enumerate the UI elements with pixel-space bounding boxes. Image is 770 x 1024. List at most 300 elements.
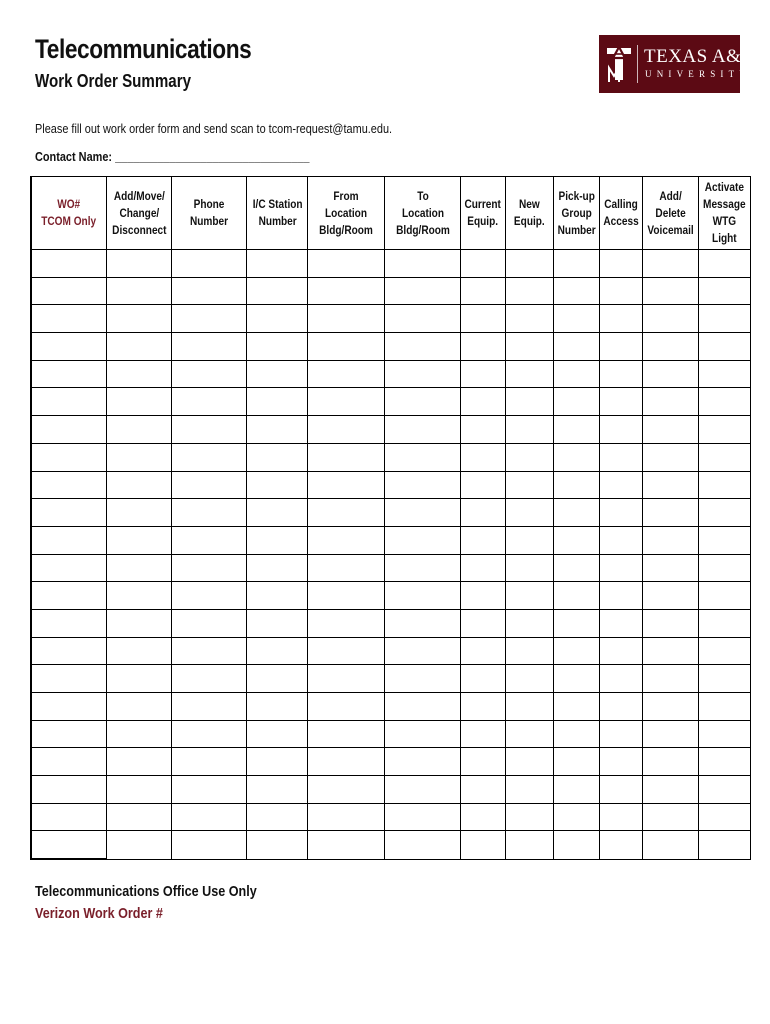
form-cell[interactable]: [385, 388, 461, 416]
table-row: [31, 748, 750, 776]
form-cell[interactable]: [553, 637, 599, 665]
form-cell[interactable]: [553, 333, 599, 361]
form-cell[interactable]: [505, 582, 553, 610]
form-cell[interactable]: [553, 776, 599, 804]
form-cell[interactable]: [247, 443, 308, 471]
form-cell[interactable]: [505, 831, 553, 859]
form-cell[interactable]: [31, 609, 106, 637]
table-row: [31, 250, 750, 278]
form-cell[interactable]: [699, 277, 751, 305]
form-cell[interactable]: [172, 665, 247, 693]
form-cell[interactable]: [31, 693, 106, 721]
form-cell[interactable]: [553, 305, 599, 333]
form-cell[interactable]: [308, 831, 385, 859]
form-cell[interactable]: [642, 526, 698, 554]
form-cell[interactable]: [505, 416, 553, 444]
form-cell[interactable]: [385, 250, 461, 278]
form-cell[interactable]: [385, 776, 461, 804]
form-cell[interactable]: [31, 748, 106, 776]
form-cell[interactable]: [642, 554, 698, 582]
form-cell[interactable]: [599, 277, 642, 305]
form-cell[interactable]: [106, 803, 172, 831]
form-cell[interactable]: [172, 637, 247, 665]
form-cell[interactable]: [505, 720, 553, 748]
form-cell[interactable]: [599, 803, 642, 831]
form-cell[interactable]: [247, 831, 308, 859]
form-cell[interactable]: [385, 443, 461, 471]
form-cell[interactable]: [172, 471, 247, 499]
form-cell[interactable]: [308, 803, 385, 831]
form-cell[interactable]: [461, 499, 505, 527]
form-cell[interactable]: [106, 360, 172, 388]
form-cell[interactable]: [106, 637, 172, 665]
form-cell[interactable]: [699, 305, 751, 333]
form-cell[interactable]: [642, 776, 698, 804]
form-cell[interactable]: [642, 582, 698, 610]
form-cell[interactable]: [172, 360, 247, 388]
form-cell[interactable]: [461, 388, 505, 416]
table-row: [31, 360, 750, 388]
form-cell[interactable]: [461, 416, 505, 444]
form-cell[interactable]: [505, 748, 553, 776]
table-row: [31, 803, 750, 831]
form-cell[interactable]: [385, 582, 461, 610]
form-cell[interactable]: [172, 526, 247, 554]
form-cell[interactable]: [308, 388, 385, 416]
form-cell[interactable]: [106, 665, 172, 693]
form-cell[interactable]: [599, 720, 642, 748]
form-cell[interactable]: [106, 499, 172, 527]
form-cell[interactable]: [308, 499, 385, 527]
form-cell[interactable]: [461, 277, 505, 305]
form-cell[interactable]: [505, 665, 553, 693]
form-cell[interactable]: [642, 693, 698, 721]
form-cell[interactable]: [599, 360, 642, 388]
form-cell[interactable]: [553, 554, 599, 582]
form-cell[interactable]: [247, 499, 308, 527]
form-cell[interactable]: [599, 443, 642, 471]
form-cell[interactable]: [385, 720, 461, 748]
form-cell[interactable]: [461, 637, 505, 665]
form-cell[interactable]: [461, 443, 505, 471]
form-cell[interactable]: [699, 803, 751, 831]
table-row: [31, 637, 750, 665]
form-cell[interactable]: [308, 665, 385, 693]
form-cell[interactable]: [505, 305, 553, 333]
table-row: [31, 388, 750, 416]
form-cell[interactable]: [385, 277, 461, 305]
form-cell[interactable]: [553, 443, 599, 471]
form-cell[interactable]: [385, 333, 461, 361]
form-cell[interactable]: [642, 665, 698, 693]
form-cell[interactable]: [461, 720, 505, 748]
form-cell[interactable]: [599, 388, 642, 416]
form-cell[interactable]: [505, 250, 553, 278]
texas-am-logo: [599, 35, 759, 93]
form-cell[interactable]: [385, 803, 461, 831]
form-cell[interactable]: [172, 305, 247, 333]
form-cell[interactable]: [699, 831, 751, 859]
table-row: [31, 416, 750, 444]
work-order-table: [30, 176, 751, 860]
form-cell[interactable]: [172, 443, 247, 471]
table-row: [31, 693, 750, 721]
column-header-calling-access: Calling Access: [599, 177, 642, 250]
form-cell[interactable]: [385, 499, 461, 527]
form-cell[interactable]: [699, 250, 751, 278]
form-cell[interactable]: [599, 637, 642, 665]
form-cell[interactable]: [699, 416, 751, 444]
form-cell[interactable]: [461, 554, 505, 582]
form-cell[interactable]: [599, 665, 642, 693]
form-cell[interactable]: [642, 499, 698, 527]
form-cell[interactable]: [172, 250, 247, 278]
form-cell[interactable]: [642, 388, 698, 416]
form-cell[interactable]: [599, 471, 642, 499]
form-cell[interactable]: [461, 831, 505, 859]
form-cell[interactable]: [385, 748, 461, 776]
form-cell[interactable]: [505, 360, 553, 388]
atm-logo-icon: [606, 44, 632, 84]
page-title: Telecommunications: [35, 34, 252, 64]
form-cell[interactable]: [699, 776, 751, 804]
form-cell[interactable]: [699, 388, 751, 416]
form-cell[interactable]: [505, 776, 553, 804]
form-cell[interactable]: [642, 748, 698, 776]
form-cell[interactable]: [247, 471, 308, 499]
form-cell[interactable]: [699, 360, 751, 388]
form-cell[interactable]: [699, 665, 751, 693]
form-cell[interactable]: [106, 609, 172, 637]
form-cell[interactable]: [599, 582, 642, 610]
form-cell[interactable]: [31, 360, 106, 388]
form-cell[interactable]: [172, 333, 247, 361]
form-cell[interactable]: [461, 360, 505, 388]
form-cell[interactable]: [505, 803, 553, 831]
form-cell[interactable]: [553, 720, 599, 748]
form-cell[interactable]: [385, 416, 461, 444]
form-cell[interactable]: [699, 554, 751, 582]
form-cell[interactable]: [247, 333, 308, 361]
form-cell[interactable]: [461, 250, 505, 278]
form-cell[interactable]: [106, 748, 172, 776]
form-cell[interactable]: [642, 637, 698, 665]
form-cell[interactable]: [642, 831, 698, 859]
form-cell[interactable]: [461, 582, 505, 610]
form-cell[interactable]: [31, 250, 106, 278]
form-cell[interactable]: [553, 416, 599, 444]
form-cell[interactable]: [31, 554, 106, 582]
form-cell[interactable]: [308, 333, 385, 361]
form-cell[interactable]: [699, 582, 751, 610]
form-cell[interactable]: [642, 305, 698, 333]
form-cell[interactable]: [599, 554, 642, 582]
form-cell[interactable]: [599, 748, 642, 776]
form-cell[interactable]: [247, 637, 308, 665]
form-cell[interactable]: [553, 803, 599, 831]
form-cell[interactable]: [172, 582, 247, 610]
form-cell[interactable]: [247, 526, 308, 554]
form-cell[interactable]: [553, 582, 599, 610]
form-cell[interactable]: [699, 637, 751, 665]
form-cell[interactable]: [505, 443, 553, 471]
verizon-work-order-label: Verizon Work Order #: [35, 905, 163, 922]
form-cell[interactable]: [505, 499, 553, 527]
form-cell[interactable]: [599, 333, 642, 361]
form-cell[interactable]: [505, 277, 553, 305]
form-cell[interactable]: [461, 609, 505, 637]
form-cell[interactable]: [385, 609, 461, 637]
form-cell[interactable]: [247, 582, 308, 610]
table-row: [31, 609, 750, 637]
table-row: [31, 277, 750, 305]
table-row: [31, 305, 750, 333]
form-cell[interactable]: [308, 526, 385, 554]
form-cell[interactable]: [308, 693, 385, 721]
form-cell[interactable]: [553, 388, 599, 416]
form-cell[interactable]: [31, 803, 106, 831]
form-cell[interactable]: [172, 277, 247, 305]
form-cell[interactable]: [247, 388, 308, 416]
form-cell[interactable]: [31, 388, 106, 416]
form-cell[interactable]: [599, 305, 642, 333]
form-cell[interactable]: [308, 416, 385, 444]
form-cell[interactable]: [247, 554, 308, 582]
instructions-text: Please fill out work order form and send scan to tcom-request@tamu.edu.: [35, 121, 393, 136]
form-cell[interactable]: [308, 609, 385, 637]
form-cell[interactable]: [505, 471, 553, 499]
form-cell[interactable]: [31, 582, 106, 610]
form-cell[interactable]: [172, 776, 247, 804]
form-cell[interactable]: [106, 720, 172, 748]
form-cell[interactable]: [106, 776, 172, 804]
form-cell[interactable]: [599, 416, 642, 444]
form-cell[interactable]: [247, 609, 308, 637]
form-cell[interactable]: [461, 776, 505, 804]
form-cell[interactable]: [385, 554, 461, 582]
form-cell[interactable]: [553, 499, 599, 527]
form-cell[interactable]: [505, 388, 553, 416]
logo-university: UNIVERSITY: [645, 69, 751, 79]
form-cell[interactable]: [106, 333, 172, 361]
form-cell[interactable]: [172, 720, 247, 748]
form-cell[interactable]: [699, 471, 751, 499]
logo-name: TEXAS A&M: [644, 46, 759, 67]
form-cell[interactable]: [553, 277, 599, 305]
form-cell[interactable]: [553, 526, 599, 554]
form-cell[interactable]: [699, 609, 751, 637]
form-cell[interactable]: [31, 277, 106, 305]
form-cell[interactable]: [553, 360, 599, 388]
form-cell[interactable]: [642, 250, 698, 278]
form-cell[interactable]: [642, 333, 698, 361]
form-cell[interactable]: [553, 831, 599, 859]
form-cell[interactable]: [172, 609, 247, 637]
form-cell[interactable]: [599, 609, 642, 637]
form-cell[interactable]: [247, 360, 308, 388]
form-cell[interactable]: [106, 582, 172, 610]
form-cell[interactable]: [308, 582, 385, 610]
form-cell[interactable]: [599, 526, 642, 554]
form-cell[interactable]: [553, 748, 599, 776]
form-cell[interactable]: [308, 360, 385, 388]
form-cell[interactable]: [247, 416, 308, 444]
form-cell[interactable]: [385, 471, 461, 499]
form-cell[interactable]: [172, 748, 247, 776]
form-cell[interactable]: [172, 388, 247, 416]
form-cell[interactable]: [106, 554, 172, 582]
form-cell[interactable]: [247, 250, 308, 278]
office-use-heading: Telecommunications Office Use Only: [35, 883, 257, 900]
table-row: [31, 499, 750, 527]
form-cell[interactable]: [172, 499, 247, 527]
form-cell[interactable]: [461, 693, 505, 721]
form-cell[interactable]: [385, 305, 461, 333]
form-cell[interactable]: [642, 443, 698, 471]
form-cell[interactable]: [461, 333, 505, 361]
form-cell[interactable]: [172, 803, 247, 831]
form-cell[interactable]: [553, 471, 599, 499]
form-cell[interactable]: [505, 554, 553, 582]
form-cell[interactable]: [31, 305, 106, 333]
form-cell[interactable]: [553, 665, 599, 693]
form-cell[interactable]: [308, 748, 385, 776]
form-cell[interactable]: [247, 277, 308, 305]
form-cell[interactable]: [553, 609, 599, 637]
form-cell[interactable]: [31, 776, 106, 804]
form-cell[interactable]: [31, 526, 106, 554]
form-cell[interactable]: [172, 554, 247, 582]
form-cell[interactable]: [385, 693, 461, 721]
form-cell[interactable]: [699, 748, 751, 776]
form-cell[interactable]: [599, 693, 642, 721]
logo-divider: [637, 45, 638, 83]
form-cell[interactable]: [505, 333, 553, 361]
form-cell[interactable]: [699, 720, 751, 748]
form-cell[interactable]: [308, 776, 385, 804]
form-cell[interactable]: [461, 526, 505, 554]
form-cell[interactable]: [31, 443, 106, 471]
form-cell[interactable]: [699, 499, 751, 527]
form-cell[interactable]: [642, 720, 698, 748]
form-cell[interactable]: [599, 831, 642, 859]
column-header-pickup-group: Pick-up Group Number: [553, 177, 599, 250]
table-row: [31, 333, 750, 361]
form-cell[interactable]: [106, 305, 172, 333]
form-cell[interactable]: [461, 471, 505, 499]
form-cell[interactable]: [505, 526, 553, 554]
form-cell[interactable]: [308, 305, 385, 333]
form-cell[interactable]: [385, 526, 461, 554]
form-cell[interactable]: [31, 416, 106, 444]
form-cell[interactable]: [31, 333, 106, 361]
form-cell[interactable]: [172, 831, 247, 859]
form-cell[interactable]: [308, 443, 385, 471]
form-cell[interactable]: [505, 609, 553, 637]
form-cell[interactable]: [642, 609, 698, 637]
form-cell[interactable]: [106, 443, 172, 471]
form-cell[interactable]: [699, 693, 751, 721]
form-cell[interactable]: [106, 526, 172, 554]
form-cell[interactable]: [106, 693, 172, 721]
form-cell[interactable]: [308, 250, 385, 278]
column-header-to-location: To Location Bldg/Room: [385, 177, 461, 250]
column-header-current-equip: Current Equip.: [461, 177, 505, 250]
form-cell[interactable]: [385, 637, 461, 665]
form-cell[interactable]: [31, 499, 106, 527]
form-cell[interactable]: [247, 693, 308, 721]
form-cell[interactable]: [106, 416, 172, 444]
table-row: [31, 831, 750, 859]
form-cell[interactable]: [247, 776, 308, 804]
form-cell[interactable]: [699, 443, 751, 471]
form-cell[interactable]: [385, 665, 461, 693]
form-cell[interactable]: [699, 333, 751, 361]
form-cell[interactable]: [247, 665, 308, 693]
form-cell[interactable]: [505, 693, 553, 721]
table-header-row: [31, 177, 750, 250]
form-cell[interactable]: [599, 499, 642, 527]
form-cell[interactable]: [599, 250, 642, 278]
form-cell[interactable]: [247, 720, 308, 748]
form-cell[interactable]: [106, 250, 172, 278]
form-cell[interactable]: [31, 637, 106, 665]
form-cell[interactable]: [461, 665, 505, 693]
form-cell[interactable]: [461, 305, 505, 333]
form-cell[interactable]: [106, 277, 172, 305]
form-cell[interactable]: [308, 471, 385, 499]
form-cell[interactable]: [385, 831, 461, 859]
form-cell[interactable]: [172, 693, 247, 721]
form-cell[interactable]: [461, 748, 505, 776]
form-cell[interactable]: [308, 720, 385, 748]
form-cell[interactable]: [106, 831, 172, 859]
form-cell[interactable]: [247, 748, 308, 776]
form-cell[interactable]: [505, 637, 553, 665]
form-cell[interactable]: [553, 693, 599, 721]
form-cell[interactable]: [642, 416, 698, 444]
form-cell[interactable]: [31, 720, 106, 748]
form-cell[interactable]: [642, 360, 698, 388]
form-cell[interactable]: [385, 360, 461, 388]
form-cell[interactable]: [172, 416, 247, 444]
form-cell[interactable]: [308, 637, 385, 665]
form-cell[interactable]: [553, 250, 599, 278]
form-cell[interactable]: [247, 803, 308, 831]
form-cell[interactable]: [106, 388, 172, 416]
column-header-wo: WO# TCOM Only: [31, 177, 106, 250]
form-cell[interactable]: [31, 831, 106, 859]
column-header-from-location: From Location Bldg/Room: [308, 177, 385, 250]
form-cell[interactable]: [699, 526, 751, 554]
form-cell[interactable]: [31, 665, 106, 693]
form-cell[interactable]: [599, 776, 642, 804]
form-cell[interactable]: [642, 277, 698, 305]
form-cell[interactable]: [308, 554, 385, 582]
column-header-message-light: Activate Message WTG Light: [699, 177, 751, 250]
form-cell[interactable]: [461, 803, 505, 831]
contact-name-field[interactable]: Contact Name: ________________________________: [35, 149, 310, 164]
table-row: [31, 582, 750, 610]
table-row: [31, 776, 750, 804]
column-header-phone-number: Phone Number: [172, 177, 247, 250]
form-cell[interactable]: [31, 471, 106, 499]
form-cell[interactable]: [106, 471, 172, 499]
form-cell[interactable]: [308, 277, 385, 305]
form-cell[interactable]: [642, 803, 698, 831]
form-cell[interactable]: [247, 305, 308, 333]
form-cell[interactable]: [642, 471, 698, 499]
